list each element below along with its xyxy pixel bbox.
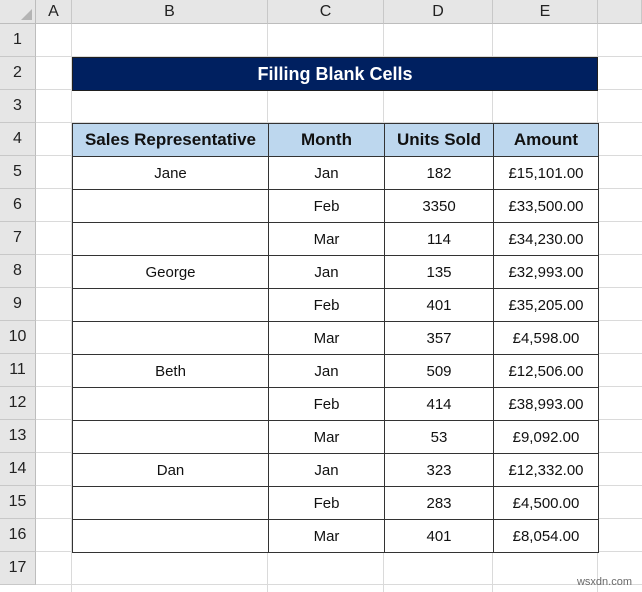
row-header-4[interactable]: 4 (0, 123, 36, 156)
cell-month[interactable]: Feb (269, 388, 385, 421)
cell-units-sold[interactable]: 414 (385, 388, 494, 421)
cell-sales-rep[interactable] (73, 520, 269, 553)
cell-amount[interactable]: £32,993.00 (494, 256, 599, 289)
cell-amount[interactable]: £33,500.00 (494, 190, 599, 223)
cell-units-sold[interactable]: 323 (385, 454, 494, 487)
column-header-f[interactable] (598, 0, 642, 24)
row-gridline (36, 584, 642, 585)
row-header-9[interactable]: 9 (0, 288, 36, 321)
cell-units-sold[interactable]: 182 (385, 157, 494, 190)
cell-month[interactable]: Jan (269, 256, 385, 289)
table-row (73, 256, 599, 289)
cell-amount[interactable]: £34,230.00 (494, 223, 599, 256)
cell-sales-rep[interactable] (73, 190, 269, 223)
cell-month[interactable]: Mar (269, 322, 385, 355)
cell-sales-rep[interactable] (73, 388, 269, 421)
cell-amount[interactable]: £35,205.00 (494, 289, 599, 322)
row-header-10[interactable]: 10 (0, 321, 36, 354)
cell-month[interactable]: Jan (269, 157, 385, 190)
table-row (73, 454, 599, 487)
cell-amount[interactable]: £4,500.00 (494, 487, 599, 520)
cell-sales-rep[interactable]: George (73, 256, 269, 289)
cell-month[interactable]: Jan (269, 454, 385, 487)
row-header-7[interactable]: 7 (0, 222, 36, 255)
row-header-8[interactable]: 8 (0, 255, 36, 288)
cell-amount[interactable]: £12,332.00 (494, 454, 599, 487)
cell-units-sold[interactable]: 53 (385, 421, 494, 454)
cell-sales-rep[interactable]: Jane (73, 157, 269, 190)
title-banner[interactable]: Filling Blank Cells (72, 57, 598, 91)
table-row (73, 487, 599, 520)
cell-month[interactable]: Feb (269, 487, 385, 520)
header-cell-units-sold[interactable]: Units Sold (385, 124, 494, 157)
row-header-14[interactable]: 14 (0, 453, 36, 486)
cell-sales-rep[interactable] (73, 421, 269, 454)
table-row (73, 289, 599, 322)
row-header-5[interactable]: 5 (0, 156, 36, 189)
cell-units-sold[interactable]: 135 (385, 256, 494, 289)
cell-month[interactable]: Mar (269, 520, 385, 553)
row-header-13[interactable]: 13 (0, 420, 36, 453)
cell-sales-rep[interactable]: Beth (73, 355, 269, 388)
cell-month[interactable]: Jan (269, 355, 385, 388)
row-header-1[interactable]: 1 (0, 24, 36, 57)
row-header-17[interactable]: 17 (0, 552, 36, 585)
cell-month[interactable]: Feb (269, 190, 385, 223)
cell-sales-rep[interactable] (73, 487, 269, 520)
table-header-row (73, 124, 599, 157)
cell-amount[interactable]: £9,092.00 (494, 421, 599, 454)
row-header-15[interactable]: 15 (0, 486, 36, 519)
cell-sales-rep[interactable] (73, 223, 269, 256)
cell-units-sold[interactable]: 401 (385, 289, 494, 322)
table-row (73, 190, 599, 223)
cell-month[interactable]: Mar (269, 421, 385, 454)
cell-month[interactable]: Feb (269, 289, 385, 322)
column-header-a[interactable]: A (36, 0, 72, 24)
cell-sales-rep[interactable]: Dan (73, 454, 269, 487)
column-header-d[interactable]: D (384, 0, 493, 24)
row-header-3[interactable]: 3 (0, 90, 36, 123)
row-header-11[interactable]: 11 (0, 354, 36, 387)
watermark: wsxdn.com (576, 576, 632, 588)
cell-units-sold[interactable]: 114 (385, 223, 494, 256)
header-cell-sales-representative[interactable]: Sales Representative (73, 124, 269, 157)
cell-units-sold[interactable]: 357 (385, 322, 494, 355)
column-header-b[interactable]: B (72, 0, 268, 24)
cell-units-sold[interactable]: 401 (385, 520, 494, 553)
cell-amount[interactable]: £4,598.00 (494, 322, 599, 355)
table-row (73, 157, 599, 190)
row-header-2[interactable]: 2 (0, 57, 36, 90)
cell-amount[interactable]: £15,101.00 (494, 157, 599, 190)
table-row (73, 322, 599, 355)
cell-amount[interactable]: £12,506.00 (494, 355, 599, 388)
sales-table (72, 123, 599, 553)
row-header-6[interactable]: 6 (0, 189, 36, 222)
cell-sales-rep[interactable] (73, 322, 269, 355)
row-header-12[interactable]: 12 (0, 387, 36, 420)
cell-month[interactable]: Mar (269, 223, 385, 256)
select-all-corner[interactable] (0, 0, 36, 24)
cell-units-sold[interactable]: 509 (385, 355, 494, 388)
cell-sales-rep[interactable] (73, 289, 269, 322)
table-row (73, 520, 599, 553)
table-row (73, 223, 599, 256)
cell-units-sold[interactable]: 283 (385, 487, 494, 520)
cell-units-sold[interactable]: 3350 (385, 190, 494, 223)
column-header-c[interactable]: C (268, 0, 384, 24)
header-cell-month[interactable]: Month (269, 124, 385, 157)
table-row (73, 355, 599, 388)
table-body (73, 157, 599, 553)
row-header-16[interactable]: 16 (0, 519, 36, 552)
table-row (73, 421, 599, 454)
select-all-triangle-icon (21, 9, 32, 20)
cell-amount[interactable]: £38,993.00 (494, 388, 599, 421)
table-row (73, 388, 599, 421)
cell-amount[interactable]: £8,054.00 (494, 520, 599, 553)
header-cell-amount[interactable]: Amount (494, 124, 599, 157)
column-header-e[interactable]: E (493, 0, 598, 24)
